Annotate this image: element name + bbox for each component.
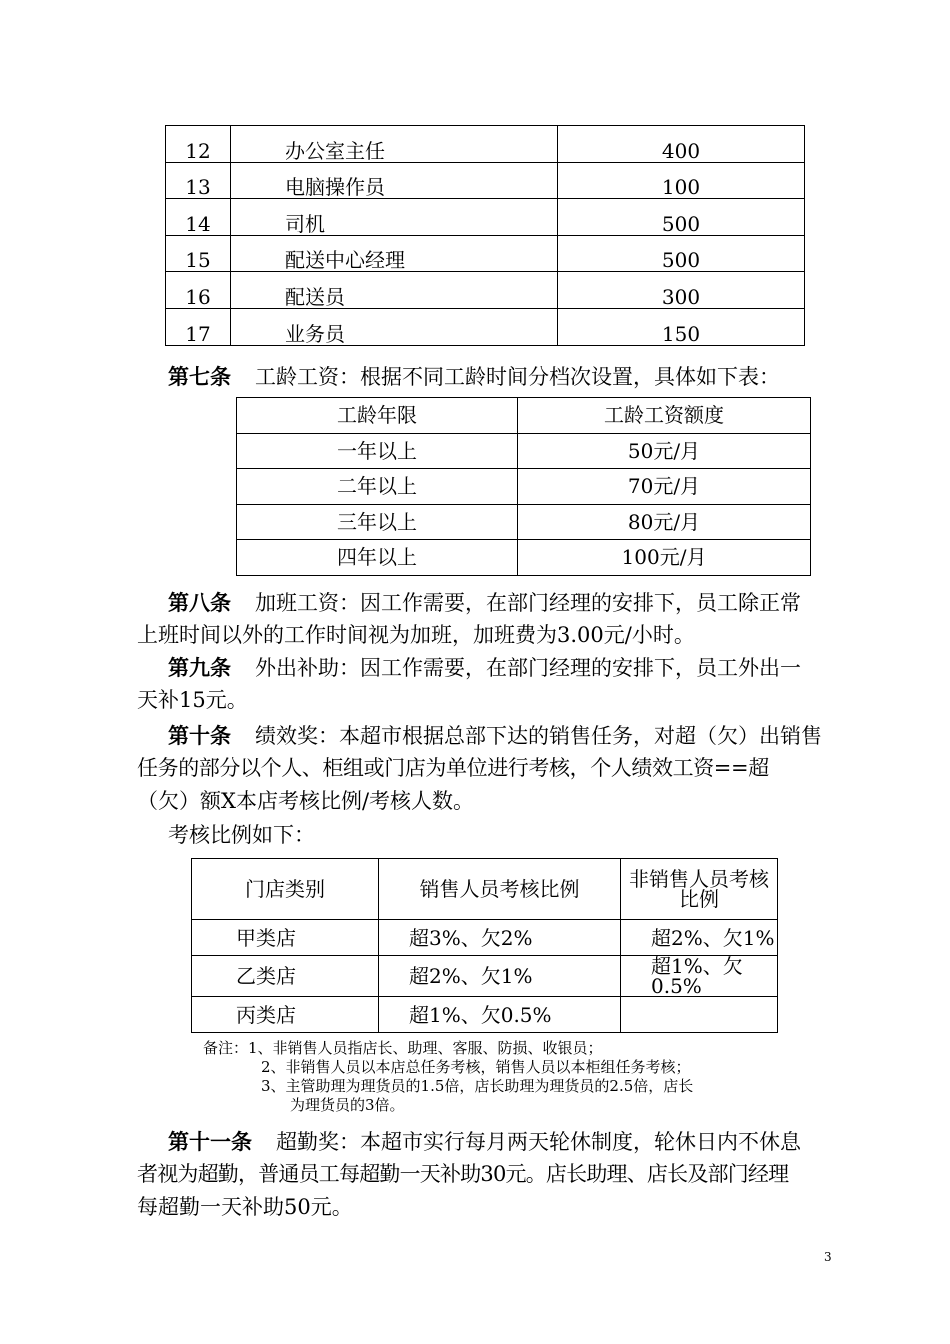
position-name: 电脑操作员 [231,162,558,199]
table-row [166,235,805,272]
table-header-row [192,859,778,920]
sales-ratio: 超1%、欠0.5% [379,997,621,1033]
table-row [166,162,805,199]
position-name: 业务员 [231,308,558,345]
article-11-line3: 每超勤一天补助50元。 [137,1195,353,1219]
position-name: 配送员 [231,272,558,309]
article-10-line1 [168,719,822,753]
note-label: 备注： [203,1039,249,1057]
article-11-line1 [168,1125,801,1159]
row-number: 17 [166,308,231,345]
table-row [166,199,805,236]
article-8-line1 [168,586,801,620]
sales-ratio: 超3%、欠2% [379,920,621,956]
note-line-2: 2、非销售人员以本店总任务考核，销售人员以本柜组任务考核； [261,1058,691,1076]
position-allowance-table [165,125,805,346]
article-7 [168,360,780,394]
article-9-line2: 天补15元。 [137,688,248,712]
article-9-text: 外出补助：因工作需要，在部门经理的安排下，员工外出一 [255,656,801,680]
seniority-amount: 80元/月 [518,504,811,540]
article-10-line2: 任务的部分以个人、柜组或门店为单位进行考核，个人绩效工资==超 [137,756,769,780]
table-row [237,540,811,576]
allowance-amount: 500 [558,235,805,272]
nonsales-ratio: 超1%、欠0.5% [621,956,778,997]
seniority-wage-table [236,397,811,576]
table-header-row [237,398,811,434]
header-years: 工龄年限 [237,398,518,434]
allowance-amount: 300 [558,272,805,309]
allowance-amount: 400 [558,126,805,163]
article-11-heading: 第十一条 [168,1129,252,1154]
article-8-line2: 上班时间以外的工作时间视为加班，加班费为3.00元/小时。 [137,623,695,647]
article-9-line1 [168,651,801,685]
table-row [166,308,805,345]
article-11-line2: 者视为超勤，普通员工每超勤一天补助30元。店长助理、店长及部门经理 [137,1162,789,1186]
position-name: 配送中心经理 [231,235,558,272]
allowance-amount: 150 [558,308,805,345]
position-name: 办公室主任 [231,126,558,163]
table-row [192,956,778,997]
seniority-years: 一年以上 [237,433,518,469]
page-number: 3 [824,1250,832,1264]
article-9-heading: 第九条 [168,655,231,680]
seniority-amount: 100元/月 [518,540,811,576]
header-amount: 工龄工资额度 [518,398,811,434]
row-number: 16 [166,272,231,309]
store-type: 乙类店 [192,956,379,997]
store-type: 丙类店 [192,997,379,1033]
position-name: 司机 [231,199,558,236]
article-11-text: 超勤奖：本超市实行每月两天轮休制度，轮休日内不休息 [276,1130,801,1154]
row-number: 12 [166,126,231,163]
seniority-amount: 70元/月 [518,469,811,505]
note-1: 1、非销售人员指店长、助理、客服、防损、收银员； [248,1039,603,1057]
header-sales-ratio: 销售人员考核比例 [379,859,621,920]
note-line-4: 为理货员的3倍。 [290,1096,405,1114]
seniority-years: 四年以上 [237,540,518,576]
row-number: 15 [166,235,231,272]
header-nonsales-ratio: 非销售人员考核比例 [621,859,778,920]
table-row [237,433,811,469]
article-7-text: 工龄工资：根据不同工龄时间分档次设置，具体如下表： [255,365,780,389]
article-7-heading: 第七条 [168,364,231,389]
seniority-years: 三年以上 [237,504,518,540]
row-number: 14 [166,199,231,236]
article-8-text: 加班工资：因工作需要，在部门经理的安排下，员工除正常 [255,591,801,615]
row-number: 13 [166,162,231,199]
table-row [192,920,778,956]
header-store-type: 门店类别 [192,859,379,920]
table-row [237,469,811,505]
nonsales-ratio [621,997,778,1033]
allowance-amount: 100 [558,162,805,199]
article-8-heading: 第八条 [168,590,231,615]
table-row [166,272,805,309]
article-10-text: 绩效奖：本超市根据总部下达的销售任务，对超（欠）出销售 [255,724,822,748]
table-row [166,126,805,163]
note-line-1 [203,1040,603,1057]
assessment-ratio-table [191,858,778,1033]
ratio-intro: 考核比例如下： [168,823,315,847]
article-10-line3: （欠）额X本店考核比例/考核人数。 [137,789,475,813]
article-10-heading: 第十条 [168,723,231,748]
sales-ratio: 超2%、欠1% [379,956,621,997]
table-row [237,504,811,540]
allowance-amount: 500 [558,199,805,236]
table-row [192,997,778,1033]
store-type: 甲类店 [192,920,379,956]
note-line-3: 3、主管助理为理货员的1.5倍，店长助理为理货员的2.5倍，店长 [261,1077,694,1095]
nonsales-ratio: 超2%、欠1% [621,920,778,956]
seniority-amount: 50元/月 [518,433,811,469]
seniority-years: 二年以上 [237,469,518,505]
